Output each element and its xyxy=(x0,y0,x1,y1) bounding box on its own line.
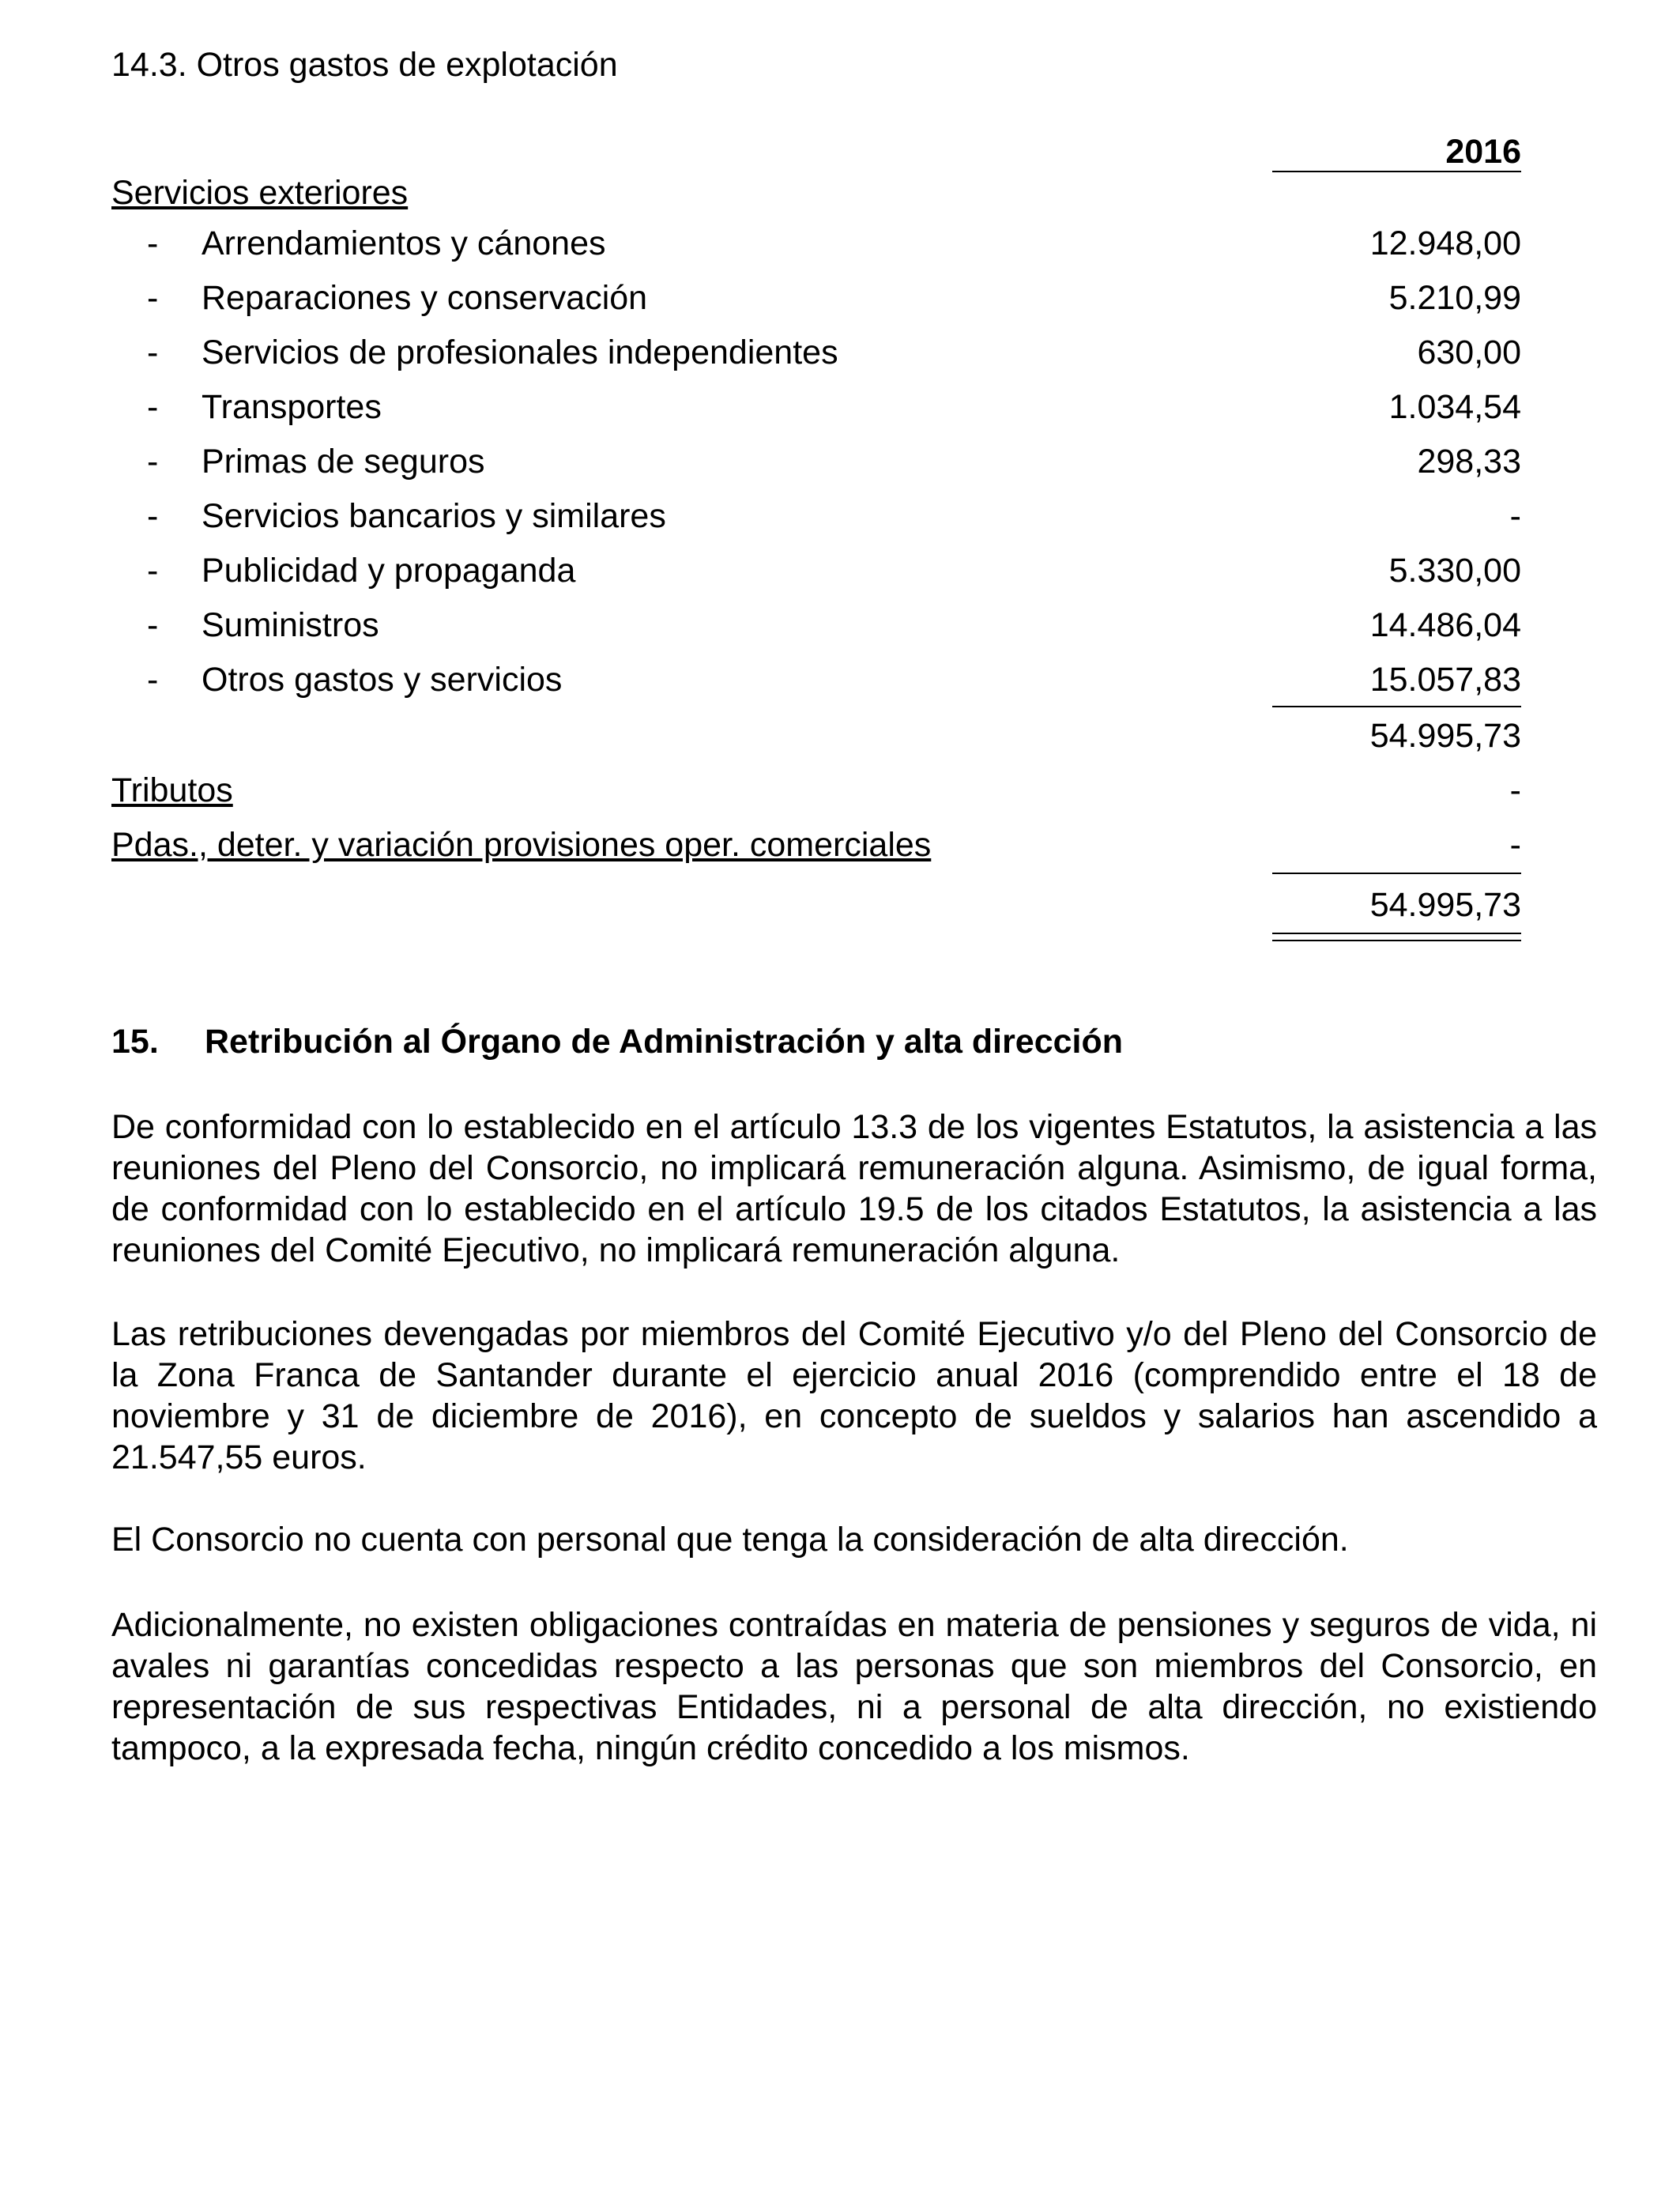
item-dash: - xyxy=(147,388,159,426)
item-dash: - xyxy=(147,224,159,262)
tributos-amount: - xyxy=(1509,771,1521,809)
paragraph: De conformidad con lo establecido en el artículo 13.3 de los vigentes Estatutos, la asistencia a las reuniones del Pleno del Consorcio, no implicará remuneración alguna. Asimismo, de igual forma, de conformidad con lo establecido en el artículo 19.5 de los citados Estatutos, la asistencia a las reuniones del Comité Ejecutivo, no implicará remuneración alguna. xyxy=(111,1108,1597,1269)
item-amount: 5.210,99 xyxy=(1388,279,1521,317)
section-heading xyxy=(111,1020,1123,1064)
item-amount: 1.034,54 xyxy=(1388,388,1521,426)
item-amount: 12.948,00 xyxy=(1369,224,1521,262)
item-amount: 15.057,83 xyxy=(1369,661,1521,699)
item-label: Transportes xyxy=(202,388,382,426)
item-label: Otros gastos y servicios xyxy=(202,661,563,699)
subsection-number: 14.3. xyxy=(111,46,187,84)
item-amount: 5.330,00 xyxy=(1388,552,1521,590)
item-label: Suministros xyxy=(202,606,379,644)
item-label: Servicios de profesionales independientes xyxy=(202,334,838,371)
item-dash: - xyxy=(147,606,159,644)
grand-total: 54.995,73 xyxy=(1369,886,1521,924)
provisiones-amount: - xyxy=(1509,826,1521,864)
section-number: 15. xyxy=(111,1023,159,1061)
item-label: Arrendamientos y cánones xyxy=(202,224,606,262)
paragraph: Las retribuciones devengadas por miembros del Comité Ejecutivo y/o del Pleno del Consorcio de la Zona Franca de Santander durante el ejercicio anual 2016 (comprendido entre el 18 de noviembre y 31 de diciembre de 2016), en concepto de sueldos y salarios han ascendido a 21.547,55 euros. xyxy=(111,1315,1597,1476)
item-amount: 298,33 xyxy=(1417,443,1521,481)
item-amount: 14.486,04 xyxy=(1369,606,1521,644)
total-double-rule-bottom xyxy=(1272,940,1521,941)
item-dash: - xyxy=(147,443,159,481)
item-label: Servicios bancarios y similares xyxy=(202,497,666,535)
item-dash: - xyxy=(147,334,159,371)
item-label: Primas de seguros xyxy=(202,443,485,481)
item-amount: 630,00 xyxy=(1417,334,1521,371)
total-double-rule-top xyxy=(1272,933,1521,934)
subsection-title-text: Otros gastos de explotación xyxy=(196,46,618,84)
paragraph: El Consorcio no cuenta con personal que tenga la consideración de alta dirección. xyxy=(111,1521,1349,1559)
item-dash: - xyxy=(147,279,159,317)
item-dash: - xyxy=(147,661,159,699)
header-rule xyxy=(1272,171,1521,172)
subsection-title xyxy=(111,43,618,87)
total-rule xyxy=(1272,873,1521,874)
item-dash: - xyxy=(147,497,159,535)
item-label: Reparaciones y conservación xyxy=(202,279,648,317)
paragraph: Adicionalmente, no existen obligaciones contraídas en materia de pensiones y seguros de vida, ni avales ni garantías concedidas respecto a las personas que son miembros del Consorcio, en representación de sus respectivas Entidades, ni a personal de alta dirección, no existiendo tampoco, a la expresada fecha, ningún crédito concedido a los mismos. xyxy=(111,1606,1597,1767)
section-title: Retribución al Órgano de Administración y alta dirección xyxy=(205,1023,1124,1061)
item-dash: - xyxy=(147,552,159,590)
services-heading: Servicios exteriores xyxy=(111,174,409,212)
item-amount: - xyxy=(1509,497,1521,535)
tributos-label: Tributos xyxy=(111,771,233,809)
year-column-header: 2016 xyxy=(1445,133,1521,171)
item-label: Publicidad y propaganda xyxy=(202,552,576,590)
services-subtotal: 54.995,73 xyxy=(1369,717,1521,755)
subtotal-rule xyxy=(1272,706,1521,707)
provisiones-label: Pdas., deter. y variación provisiones oper. comerciales xyxy=(111,826,932,864)
